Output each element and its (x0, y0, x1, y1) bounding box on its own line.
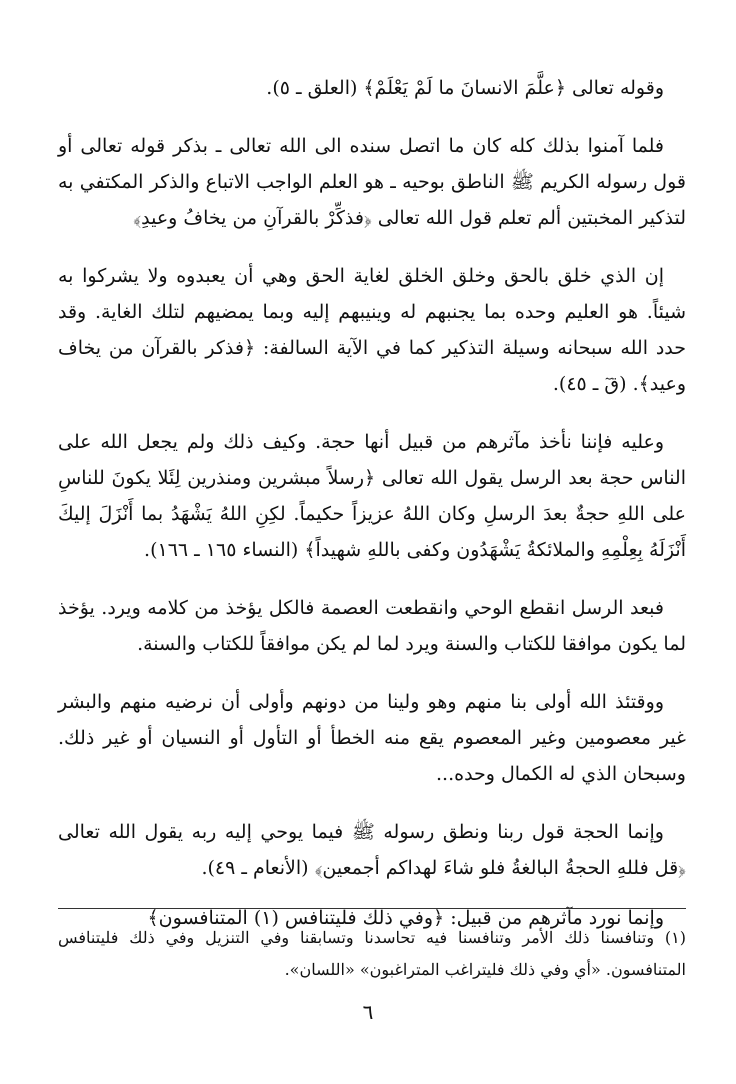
paragraph-5: فبعد الرسل انقطع الوحي وانقطعت العصمة فالكل يؤخذ من كلامه ويرد. يؤخذ لما يكون موافقا للكتاب والسنة ويرد لما لم يكن موافقاً للكتاب والسنة. (58, 597, 686, 655)
paragraph-2: فلما آمنوا بذلك كله كان ما اتصل سنده الى الله تعالى ـ بذكر قوله تعالى أو قول رسوله الكريم ﷺ الناطق بوحيه ـ هو العلم الواجب الاتباع والذكر المكتفي به لتذكير المخبتين ألم تعلم قول الله تعالى ﴿فذكِّرْ بالقرآنِ من يخافُ وعيدِ﴾ (58, 135, 686, 229)
footnote: (١) وتنافسنا ذلك الأمر وتنافسنا فيه تحاسدنا وتسابقنا وفي التنزيل وفي ذلك فليتنافس المتنافسون. «أي وفي ذلك فليتراغب المتراغبون» «اللسان». (58, 928, 686, 979)
paragraph-4: وعليه فإننا نأخذ مآثرهم من قبيل أنها حجة. وكيف ذلك ولم يجعل الله على الناس حجة بعد الرسل يقول الله تعالى ﴿رسلاً مبشرين ومنذرين لِئَلا يكونَ للناسِ على اللهِ حجةٌ بعدَ الرسلِ وكان اللهُ عزيزاً حكيماً. لكِنِ اللهُ يَشْهَدُ بما أَنْزَلَ إليكَ أَنْزَلَهُ بِعِلْمِهِ والملائكةُ يَشْهَدُون وكفى باللهِ شهيداً﴾ (النساء ١٦٥ ـ ١٦٦). (58, 431, 686, 561)
footnote-divider (58, 908, 686, 909)
paragraph-3: إن الذي خلق بالحق وخلق الخلق لغاية الحق وهي أن يعبدوه ولا يشركوا به شيئاً. هو العليم وحده بما يجنبهم له وينيبهم إليه وبما يمضيهم لتلك الغاية. وقد حدد الله سبحانه وسيلة التذكير كما في الآية السالفة: ﴿فذكر بالقرآن من يخاف وعيد﴾. (قٓ ـ ٤٥). (58, 265, 686, 395)
paragraph-1: وقوله تعالى ﴿علَّمَ الانسانَ ما لَمْ يَعْلَمْ﴾ (العلق ـ ٥). (266, 77, 664, 99)
paragraph-7: وإنما الحجة قول ربنا ونطق رسوله ﷺ فيما يوحي إليه ربه يقول الله تعالى ﴿قل فللهِ الحجةُ البالغةُ فلو شاءَ لهداكم أجمعين﴾ (الأنعام ـ ٤٩). (58, 821, 686, 879)
page-number: ٦ (362, 1000, 374, 1024)
paragraph-6: ووقتئذ الله أولى بنا منهم وهو ولينا من دونهم وأولى أن نرضيه منهم والبشر غير معصومين وغير المعصوم يقع منه الخطأ أو التأول أو النسيان أو غير ذلك. وسبحان الذي له الكمال وحده... (58, 691, 686, 785)
paragraph-8: وإنما نورد مآثرهم من قبيل: ﴿وفي ذلك فليتنافس (١) المتنافسون﴾ (147, 907, 664, 929)
main-text (58, 70, 686, 950)
